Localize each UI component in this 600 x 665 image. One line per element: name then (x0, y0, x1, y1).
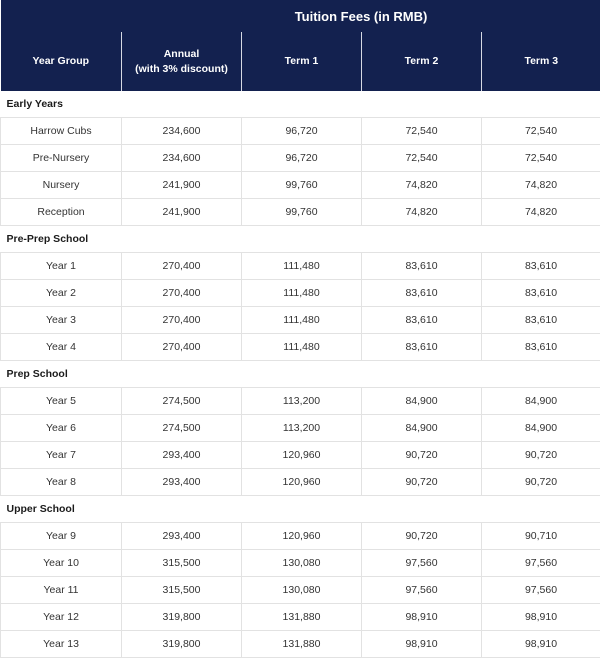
year-group-cell: Pre-Nursery (1, 145, 122, 172)
annual-fee-cell: 270,400 (122, 307, 242, 334)
term2-fee-cell: 72,540 (362, 118, 482, 145)
term2-fee-cell: 90,720 (362, 442, 482, 469)
annual-fee-cell: 274,500 (122, 388, 242, 415)
term1-fee-cell: 130,080 (242, 577, 362, 604)
year-group-cell: Year 8 (1, 469, 122, 496)
table-row (1, 442, 600, 469)
annual-fee-cell: 315,500 (122, 550, 242, 577)
table-row (1, 118, 600, 145)
term1-fee-cell: 131,880 (242, 604, 362, 631)
term2-fee-cell: 98,910 (362, 604, 482, 631)
header-term-1: Term 1 (242, 32, 362, 91)
annual-fee-cell: 234,600 (122, 145, 242, 172)
year-group-cell: Year 2 (1, 280, 122, 307)
term3-fee-cell: 90,720 (482, 469, 600, 496)
term1-fee-cell: 120,960 (242, 523, 362, 550)
term2-fee-cell: 90,720 (362, 523, 482, 550)
term1-fee-cell: 99,760 (242, 172, 362, 199)
year-group-cell: Year 7 (1, 442, 122, 469)
year-group-cell: Year 12 (1, 604, 122, 631)
term3-fee-cell: 74,820 (482, 172, 600, 199)
term1-fee-cell: 111,480 (242, 334, 362, 361)
title-row (1, 0, 600, 32)
term1-fee-cell: 113,200 (242, 415, 362, 442)
term1-fee-cell: 96,720 (242, 145, 362, 172)
header-term-2: Term 2 (362, 32, 482, 91)
year-group-cell: Year 6 (1, 415, 122, 442)
year-group-cell: Nursery (1, 172, 122, 199)
term2-fee-cell: 98,910 (362, 631, 482, 658)
table-row (1, 307, 600, 334)
annual-fee-cell: 274,500 (122, 415, 242, 442)
header-term-3: Term 3 (482, 32, 600, 91)
section-row (1, 496, 600, 523)
table-row (1, 631, 600, 658)
table-body (1, 91, 600, 658)
term1-fee-cell: 111,480 (242, 307, 362, 334)
year-group-cell: Year 9 (1, 523, 122, 550)
term2-fee-cell: 90,720 (362, 469, 482, 496)
year-group-cell: Year 13 (1, 631, 122, 658)
table-row (1, 550, 600, 577)
table-row (1, 253, 600, 280)
term2-fee-cell: 74,820 (362, 199, 482, 226)
section-title: Prep School (1, 361, 600, 388)
term3-fee-cell: 72,540 (482, 118, 600, 145)
section-title: Early Years (1, 91, 600, 118)
table-row (1, 280, 600, 307)
annual-fee-cell: 293,400 (122, 442, 242, 469)
term3-fee-cell: 97,560 (482, 550, 600, 577)
term3-fee-cell: 97,560 (482, 577, 600, 604)
term1-fee-cell: 130,080 (242, 550, 362, 577)
term3-fee-cell: 83,610 (482, 307, 600, 334)
table-title: Tuition Fees (in RMB) (1, 0, 600, 32)
term3-fee-cell: 90,720 (482, 442, 600, 469)
term3-fee-cell: 90,710 (482, 523, 600, 550)
year-group-cell: Harrow Cubs (1, 118, 122, 145)
term3-fee-cell: 74,820 (482, 199, 600, 226)
table-row (1, 388, 600, 415)
header-year-group: Year Group (1, 32, 122, 91)
term3-fee-cell: 98,910 (482, 604, 600, 631)
annual-fee-cell: 241,900 (122, 172, 242, 199)
term1-fee-cell: 120,960 (242, 442, 362, 469)
section-row (1, 91, 600, 118)
year-group-cell: Year 10 (1, 550, 122, 577)
table-row (1, 145, 600, 172)
table-row (1, 577, 600, 604)
term1-fee-cell: 120,960 (242, 469, 362, 496)
term2-fee-cell: 83,610 (362, 253, 482, 280)
annual-fee-cell: 319,800 (122, 631, 242, 658)
term1-fee-cell: 113,200 (242, 388, 362, 415)
section-title: Pre-Prep School (1, 226, 600, 253)
term3-fee-cell: 83,610 (482, 334, 600, 361)
column-header-row (1, 32, 600, 91)
table-row (1, 523, 600, 550)
year-group-cell: Year 5 (1, 388, 122, 415)
annual-fee-cell: 270,400 (122, 334, 242, 361)
header-annual-discount: (with 3% discount) (135, 62, 228, 75)
year-group-cell: Reception (1, 199, 122, 226)
term2-fee-cell: 83,610 (362, 334, 482, 361)
term2-fee-cell: 74,820 (362, 172, 482, 199)
annual-fee-cell: 270,400 (122, 280, 242, 307)
table-row (1, 199, 600, 226)
annual-fee-cell: 315,500 (122, 577, 242, 604)
term2-fee-cell: 83,610 (362, 280, 482, 307)
term3-fee-cell: 72,540 (482, 145, 600, 172)
section-row (1, 361, 600, 388)
year-group-cell: Year 4 (1, 334, 122, 361)
term2-fee-cell: 83,610 (362, 307, 482, 334)
table-header (1, 0, 600, 91)
term3-fee-cell: 83,610 (482, 280, 600, 307)
annual-fee-cell: 234,600 (122, 118, 242, 145)
annual-fee-cell: 293,400 (122, 523, 242, 550)
section-title: Upper School (1, 496, 600, 523)
table-row (1, 172, 600, 199)
term2-fee-cell: 84,900 (362, 388, 482, 415)
term2-fee-cell: 72,540 (362, 145, 482, 172)
term3-fee-cell: 84,900 (482, 415, 600, 442)
header-annual (122, 32, 242, 91)
term1-fee-cell: 111,480 (242, 253, 362, 280)
term3-fee-cell: 98,910 (482, 631, 600, 658)
table-row (1, 334, 600, 361)
term2-fee-cell: 84,900 (362, 415, 482, 442)
term2-fee-cell: 97,560 (362, 577, 482, 604)
term1-fee-cell: 96,720 (242, 118, 362, 145)
annual-fee-cell: 319,800 (122, 604, 242, 631)
term3-fee-cell: 83,610 (482, 253, 600, 280)
section-row (1, 226, 600, 253)
table-row (1, 604, 600, 631)
annual-fee-cell: 270,400 (122, 253, 242, 280)
term2-fee-cell: 97,560 (362, 550, 482, 577)
term1-fee-cell: 111,480 (242, 280, 362, 307)
year-group-cell: Year 1 (1, 253, 122, 280)
term1-fee-cell: 131,880 (242, 631, 362, 658)
annual-fee-cell: 293,400 (122, 469, 242, 496)
annual-fee-cell: 241,900 (122, 199, 242, 226)
table-row (1, 469, 600, 496)
year-group-cell: Year 3 (1, 307, 122, 334)
header-annual-label: Annual (163, 47, 200, 60)
term1-fee-cell: 99,760 (242, 199, 362, 226)
table-row (1, 415, 600, 442)
year-group-cell: Year 11 (1, 577, 122, 604)
term3-fee-cell: 84,900 (482, 388, 600, 415)
